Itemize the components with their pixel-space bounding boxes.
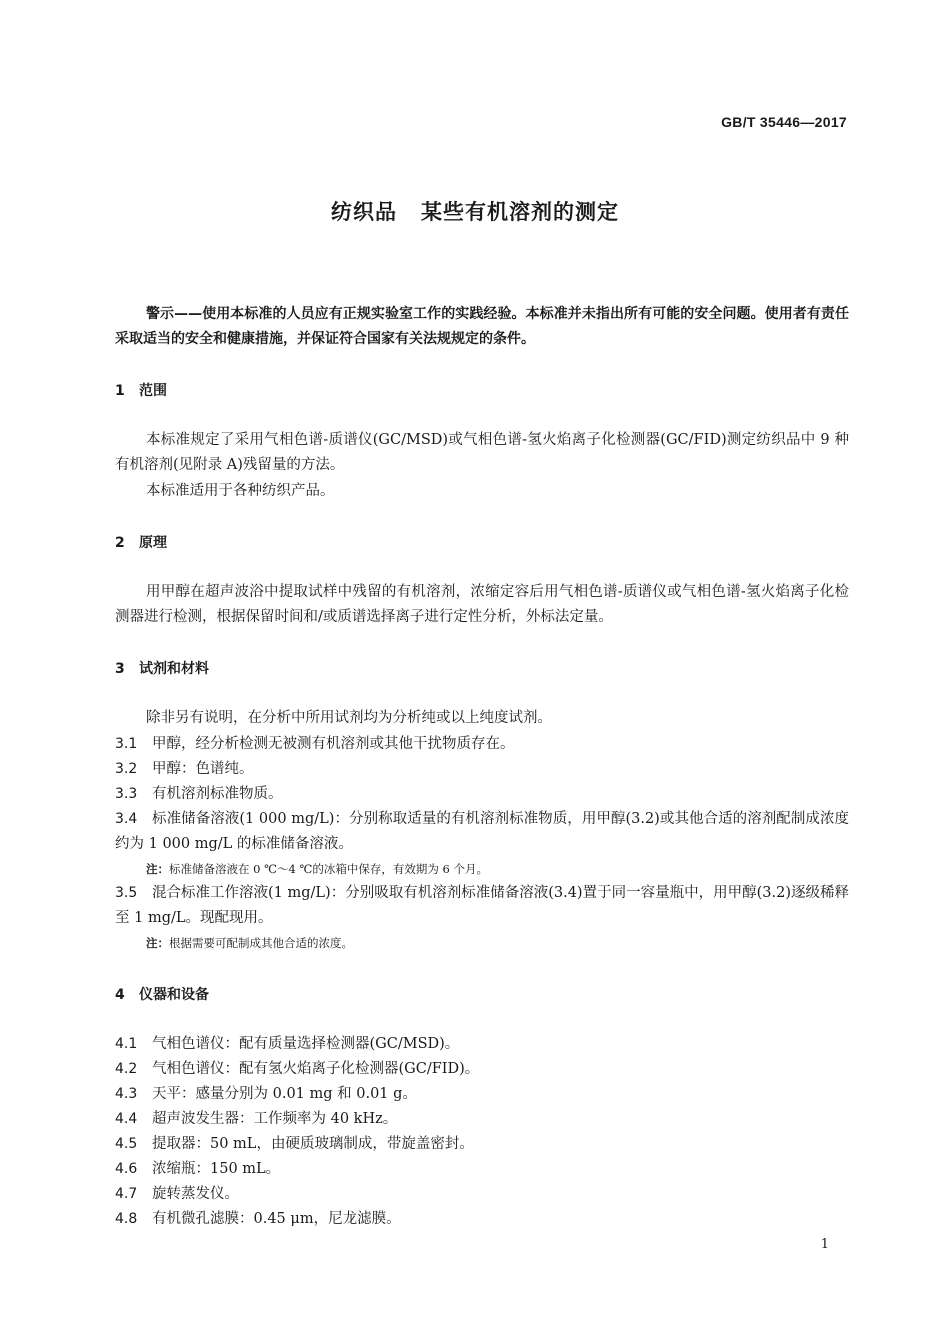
item-text: 混合标准工作溶液(1 mg/L)：分别吸取有机溶剂标准储备溶液(3.4)置于同一容量瓶中，用甲醇(3.2)逐级稀释至 1 mg/L。现配现用。	[115, 885, 849, 926]
item-text: 标准储备溶液(1 000 mg/L)：分别称取适量的有机溶剂标准物质，用甲醇(3.2)或其他合适的溶剂配制成浓度约为 1 000 mg/L 的标准储备溶液。	[115, 811, 849, 852]
note-text: 根据需要可配制成其他合适的浓度。	[169, 936, 353, 950]
list-item	[115, 807, 849, 857]
section-number: 4	[115, 987, 125, 1003]
item-number: 4.3	[115, 1086, 138, 1102]
item-number: 4.6	[115, 1161, 138, 1177]
item-number: 3.4	[115, 811, 138, 827]
scope-paragraph-2: 本标准适用于各种纺织产品。	[146, 483, 335, 499]
item-text: 超声波发生器：工作频率为 40 kHz。	[152, 1111, 398, 1127]
title-part-1: 纺织品	[331, 200, 397, 224]
note-text: 标准储备溶液在 0 ℃～4 ℃的冰箱中保存，有效期为 6 个月。	[169, 862, 488, 876]
item-number: 3.3	[115, 786, 138, 802]
item-number: 4.1	[115, 1036, 138, 1052]
item-text: 气相色谱仪：配有氢火焰离子化检测器(GC/FID)。	[152, 1061, 480, 1077]
item-number: 3.5	[115, 885, 138, 901]
list-item	[115, 881, 849, 931]
list-item	[115, 757, 849, 782]
section-number: 3	[115, 661, 125, 677]
section-number: 1	[115, 383, 125, 399]
item-text: 甲醇：色谱纯。	[152, 761, 254, 777]
item-text: 天平：感量分别为 0.01 mg 和 0.01 g。	[152, 1086, 417, 1102]
section-3-heading	[115, 658, 209, 678]
section-title: 仪器和设备	[139, 987, 209, 1003]
note	[146, 934, 353, 952]
reagents-intro: 除非另有说明，在分析中所用试剂均为分析纯或以上纯度试剂。	[146, 710, 552, 726]
item-number: 4.4	[115, 1111, 138, 1127]
item-number: 4.7	[115, 1186, 138, 1202]
scope-paragraph-1: 本标准规定了采用气相色谱-质谱仪(GC/MSD)或气相色谱-氢火焰离子化检测器(GC/FID)测定纺织品中 9 种有机溶剂(见附录 A)残留量的方法。	[115, 432, 849, 473]
warning-paragraph: 警示——使用本标准的人员应有正规实验室工作的实践经验。本标准并未指出所有可能的安全问题。使用者有责任采取适当的安全和健康措施，并保证符合国家有关法规规定的条件。	[115, 306, 849, 347]
list-item	[115, 1057, 849, 1082]
section-title: 范围	[139, 383, 167, 399]
list-item	[115, 1107, 849, 1132]
list-item	[115, 1207, 849, 1232]
list-item	[115, 732, 849, 757]
title-part-2: 某些有机溶剂的测定	[421, 200, 619, 224]
item-number: 3.2	[115, 761, 138, 777]
item-text: 有机微孔滤膜：0.45 μm，尼龙滤膜。	[152, 1211, 401, 1227]
list-item	[115, 1132, 849, 1157]
item-number: 3.1	[115, 736, 138, 752]
item-number: 4.2	[115, 1061, 138, 1077]
section-4-heading	[115, 984, 209, 1004]
list-item	[115, 1032, 849, 1057]
principle-paragraph: 用甲醇在超声波浴中提取试样中残留的有机溶剂，浓缩定容后用气相色谱-质谱仪或气相色谱-氢火焰离子化检测器进行检测，根据保留时间和/或质谱选择离子进行定性分析，外标法定量。	[115, 584, 849, 625]
list-item	[115, 1082, 849, 1107]
item-number: 4.8	[115, 1211, 138, 1227]
note	[146, 860, 488, 878]
item-text: 旋转蒸发仪。	[152, 1186, 239, 1202]
item-text: 气相色谱仪：配有质量选择检测器(GC/MSD)。	[152, 1036, 460, 1052]
note-label: 注：	[146, 936, 169, 950]
standard-code: GB/T 35446—2017	[721, 114, 847, 130]
list-item	[115, 1182, 849, 1207]
item-text: 浓缩瓶：150 mL。	[152, 1161, 281, 1177]
section-title: 试剂和材料	[139, 661, 209, 677]
note-label: 注：	[146, 862, 169, 876]
section-number: 2	[115, 535, 125, 551]
document-title	[0, 196, 950, 226]
section-title: 原理	[139, 535, 167, 551]
item-text: 提取器：50 mL，由硬质玻璃制成，带旋盖密封。	[152, 1136, 474, 1152]
list-item	[115, 782, 849, 807]
item-number: 4.5	[115, 1136, 138, 1152]
section-2-heading	[115, 532, 167, 552]
list-item	[115, 1157, 849, 1182]
item-text: 甲醇，经分析检测无被测有机溶剂或其他干扰物质存在。	[152, 736, 515, 752]
section-1-heading	[115, 380, 167, 400]
page-number: 1	[820, 1237, 829, 1252]
item-text: 有机溶剂标准物质。	[152, 786, 283, 802]
